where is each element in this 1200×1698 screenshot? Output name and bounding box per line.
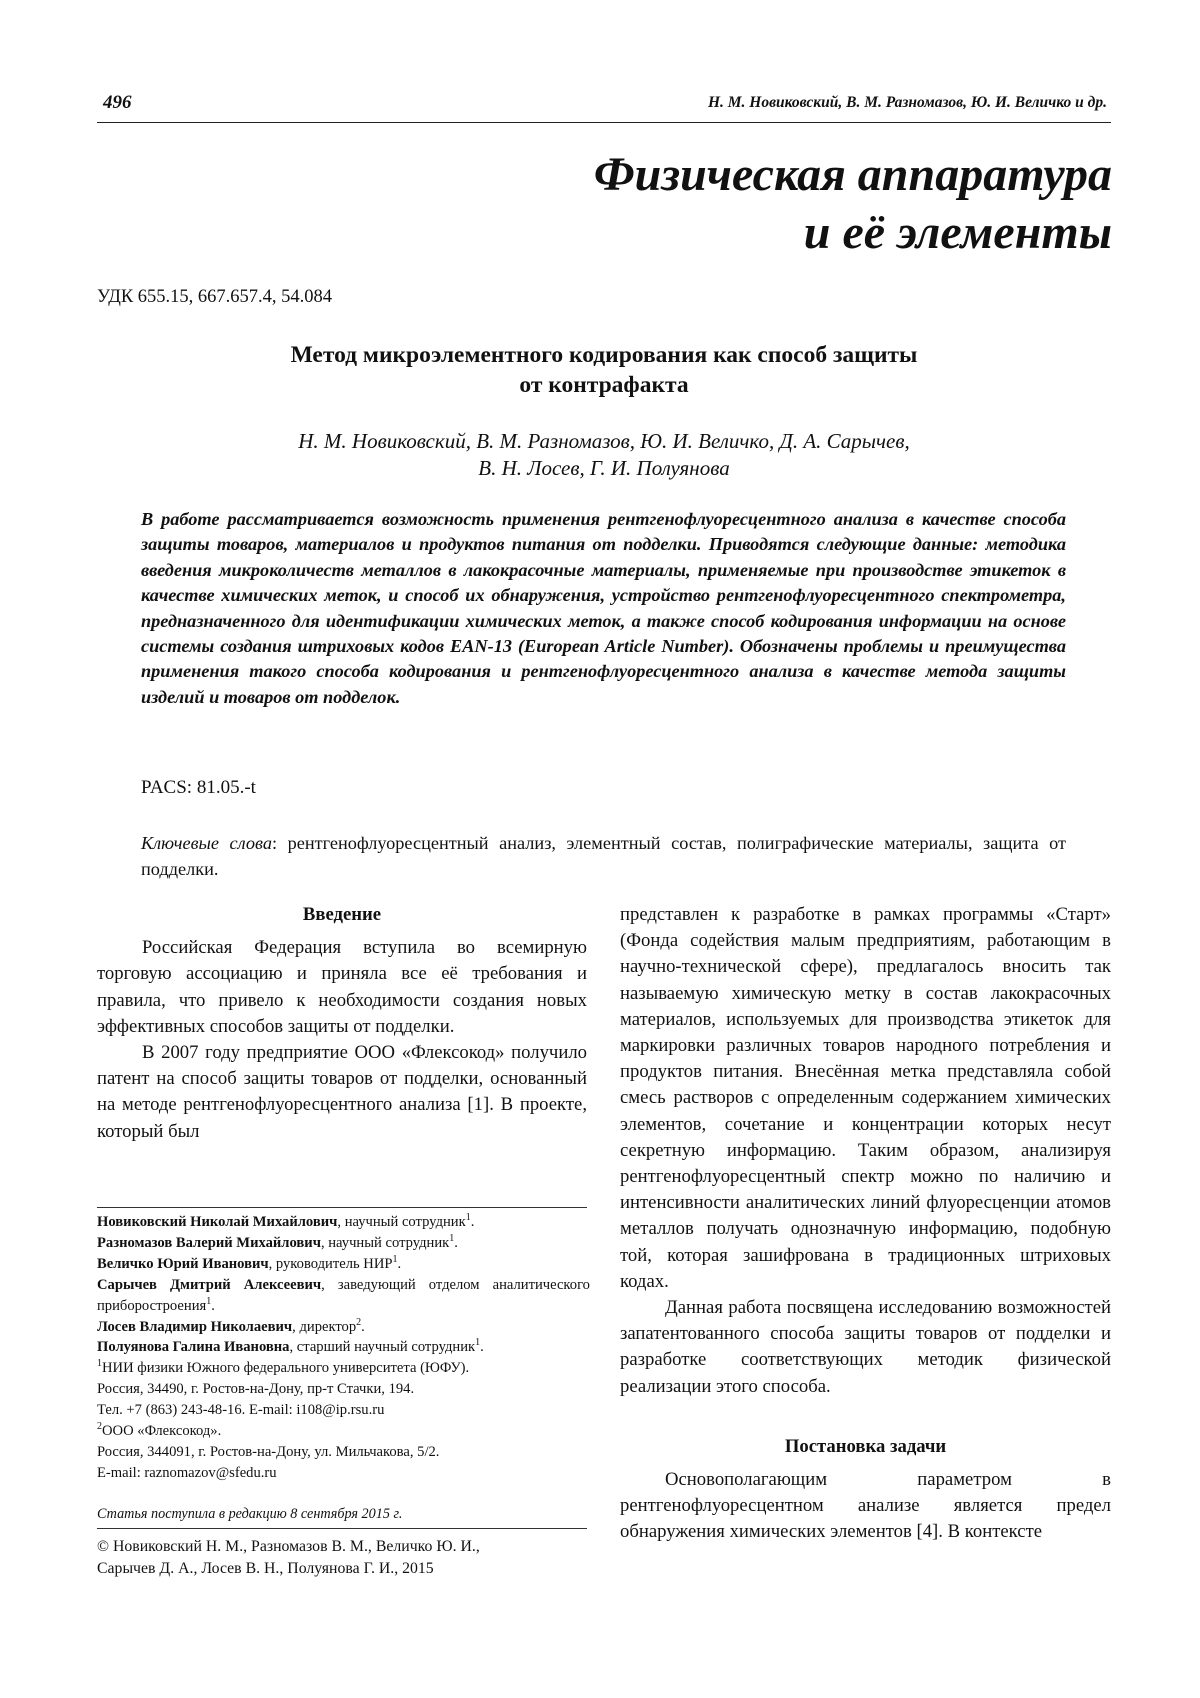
affiliation-2-contact: E-mail: raznomazov@sfedu.ru xyxy=(97,1464,277,1481)
author-list-line-2: В. Н. Лосев, Г. И. Полуянова xyxy=(478,456,730,480)
intro-heading: Введение xyxy=(302,904,382,925)
left-column xyxy=(97,902,587,1145)
keywords-label: Ключевые слова xyxy=(141,833,272,853)
copyright-notice xyxy=(97,1536,590,1580)
article-title xyxy=(97,340,1111,400)
abstract: В работе рассматривается возможность применения рентгенофлуоресцентного анализа в качестве способа защиты товаров, материалов и продуктов питания от подделки. Приводятся следующие данные: методика введения микроколичеств металлов в лакокрасочные материалы, применяемые при производстве этикеток в качестве химических меток, и способ их обнаружения, устройство рентгенофлуоресцентного спектрометра, предназначенного для идентификации химических меток, а также способ кодирования информации на основе системы создания штриховых кодов EAN-13 (European Article Number). Обозначены проблемы и преимущества применения такого способа кодирования и рентгенофлуоресцентного анализа в качестве метода защиты изделий и товаров от подделок. xyxy=(141,509,1066,707)
affiliation-1-contact: Тел. +7 (863) 243-48-16. E-mail: i108@ip.rsu.ru xyxy=(97,1402,385,1419)
intro-paragraph-2: В 2007 году предприятие ООО «Флексокод» получило патент на способ защиты товаров от подделки, основанный на методе рентгенофлуоресцентного анализа [1]. В проекте, который был xyxy=(97,1042,587,1142)
affiliation-1-name: $^1$НИИ физики Южного федерального университета (ЮФУ). xyxy=(97,1358,470,1377)
section-title-line-1: Физическая аппаратура xyxy=(593,148,1112,201)
author-footnotes xyxy=(97,1212,590,1484)
right-column xyxy=(620,902,1111,1546)
affiliation-2-address: Россия, 344091, г. Ростов-на-Дону, ул. Мильчакова, 5/2. xyxy=(97,1443,440,1460)
page-number: 496 xyxy=(103,92,132,113)
affiliation-2-name: $^2$ООО «Флексокод». xyxy=(97,1421,222,1440)
footnote-author: Величко Юрий Иванович, руководитель НИР$^1$. xyxy=(97,1253,402,1272)
footnote-author: Сарычев Дмитрий Алексеевич, заведующий отделом аналитического приборостроения$^1$. xyxy=(97,1276,590,1314)
article-title-line-1: Метод микроэлементного кодирования как способ защиты xyxy=(290,342,918,368)
problem-heading: Постановка задачи xyxy=(784,1435,947,1457)
running-authors: Н. М. Новиковский, В. М. Разномазов, Ю. И. Величко и др. xyxy=(707,94,1107,111)
udk-code: УДК 655.15, 667.657.4, 54.084 xyxy=(97,287,333,307)
footnote-author: Разномазов Валерий Михайлович, научный сотрудник$^1$. xyxy=(97,1233,458,1251)
article-title-line-2: от контрафакта xyxy=(519,372,689,398)
problem-paragraph-1: Основополагающим параметром в рентгенофлуоресцентном анализе является предел обнаружения химических элементов [4]. В контексте xyxy=(620,1469,1111,1543)
received-date: Статья поступила в редакцию 8 сентября 2015 г. xyxy=(97,1506,403,1522)
right-paragraph-1: представлен к разработке в рамках программы «Старт» (Фонда содействия малым предприятиям, работающим в научно-технической сфере), предлагалось вносить так называемую химическую метку в состав лакокрасочных материалов, используемых для производства этикеток для маркировки различных товаров народного потребления и продуктов питания. Внесённая метка представляла собой смесь растворов с определенным содержанием химических элементов, сочетание и концентрации которых несут секретную информацию. Таким образом, анализируя рентгенофлуоресцентный спектр можно по наличию и интенсивности аналитических линий флуоресценции атомов металлов получать однозначную информацию, подобную той, которая зашифрована в традиционных штриховых кодах. xyxy=(620,904,1111,1292)
author-list xyxy=(97,428,1111,482)
copyright-line-2: Сарычев Д. А., Лосев В. Н., Полуянова Г. И., 2015 xyxy=(97,1560,434,1577)
footnote-divider xyxy=(97,1207,587,1208)
copyright-divider xyxy=(97,1528,587,1529)
footnote-author: Новиковский Николай Михайлович, научный сотрудник$^1$. xyxy=(97,1212,475,1230)
footnote-author: Лосев Владимир Николаевич, директор$^2$. xyxy=(97,1316,365,1335)
intro-paragraph-1: Российская Федерация вступила во всемирную торговую ассоциацию и приняла все её требования и правила, что привело к необходимости создания новых эффективных способов защиты от подделки. xyxy=(97,937,587,1037)
footnote-author: Полуянова Галина Ивановна, старший научный сотрудник$^1$. xyxy=(97,1337,484,1356)
copyright-line-1: © Новиковский Н. М., Разномазов В. М., Величко Ю. И., xyxy=(97,1538,480,1555)
section-title-line-2: и её элементы xyxy=(803,206,1112,259)
affiliation-1-address: Россия, 34490, г. Ростов-на-Дону, пр-т Стачки, 194. xyxy=(97,1381,415,1398)
right-paragraph-2: Данная работа посвящена исследованию возможностей запатентованного способа защиты товаров от подделки и разработке соответствующих методик физической реализации этого способа. xyxy=(620,1297,1111,1397)
pacs-code: PACS: 81.05.-t xyxy=(141,777,256,798)
section-title xyxy=(594,146,1112,262)
running-header xyxy=(97,92,1111,123)
keywords xyxy=(141,830,1066,882)
keywords-text: : рентгенофлуоресцентный анализ, элементный состав, полиграфические материалы, защита от подделки. xyxy=(141,833,1067,879)
author-list-line-1: Н. М. Новиковский, В. М. Разномазов, Ю. И. Величко, Д. А. Сарычев, xyxy=(298,429,910,453)
